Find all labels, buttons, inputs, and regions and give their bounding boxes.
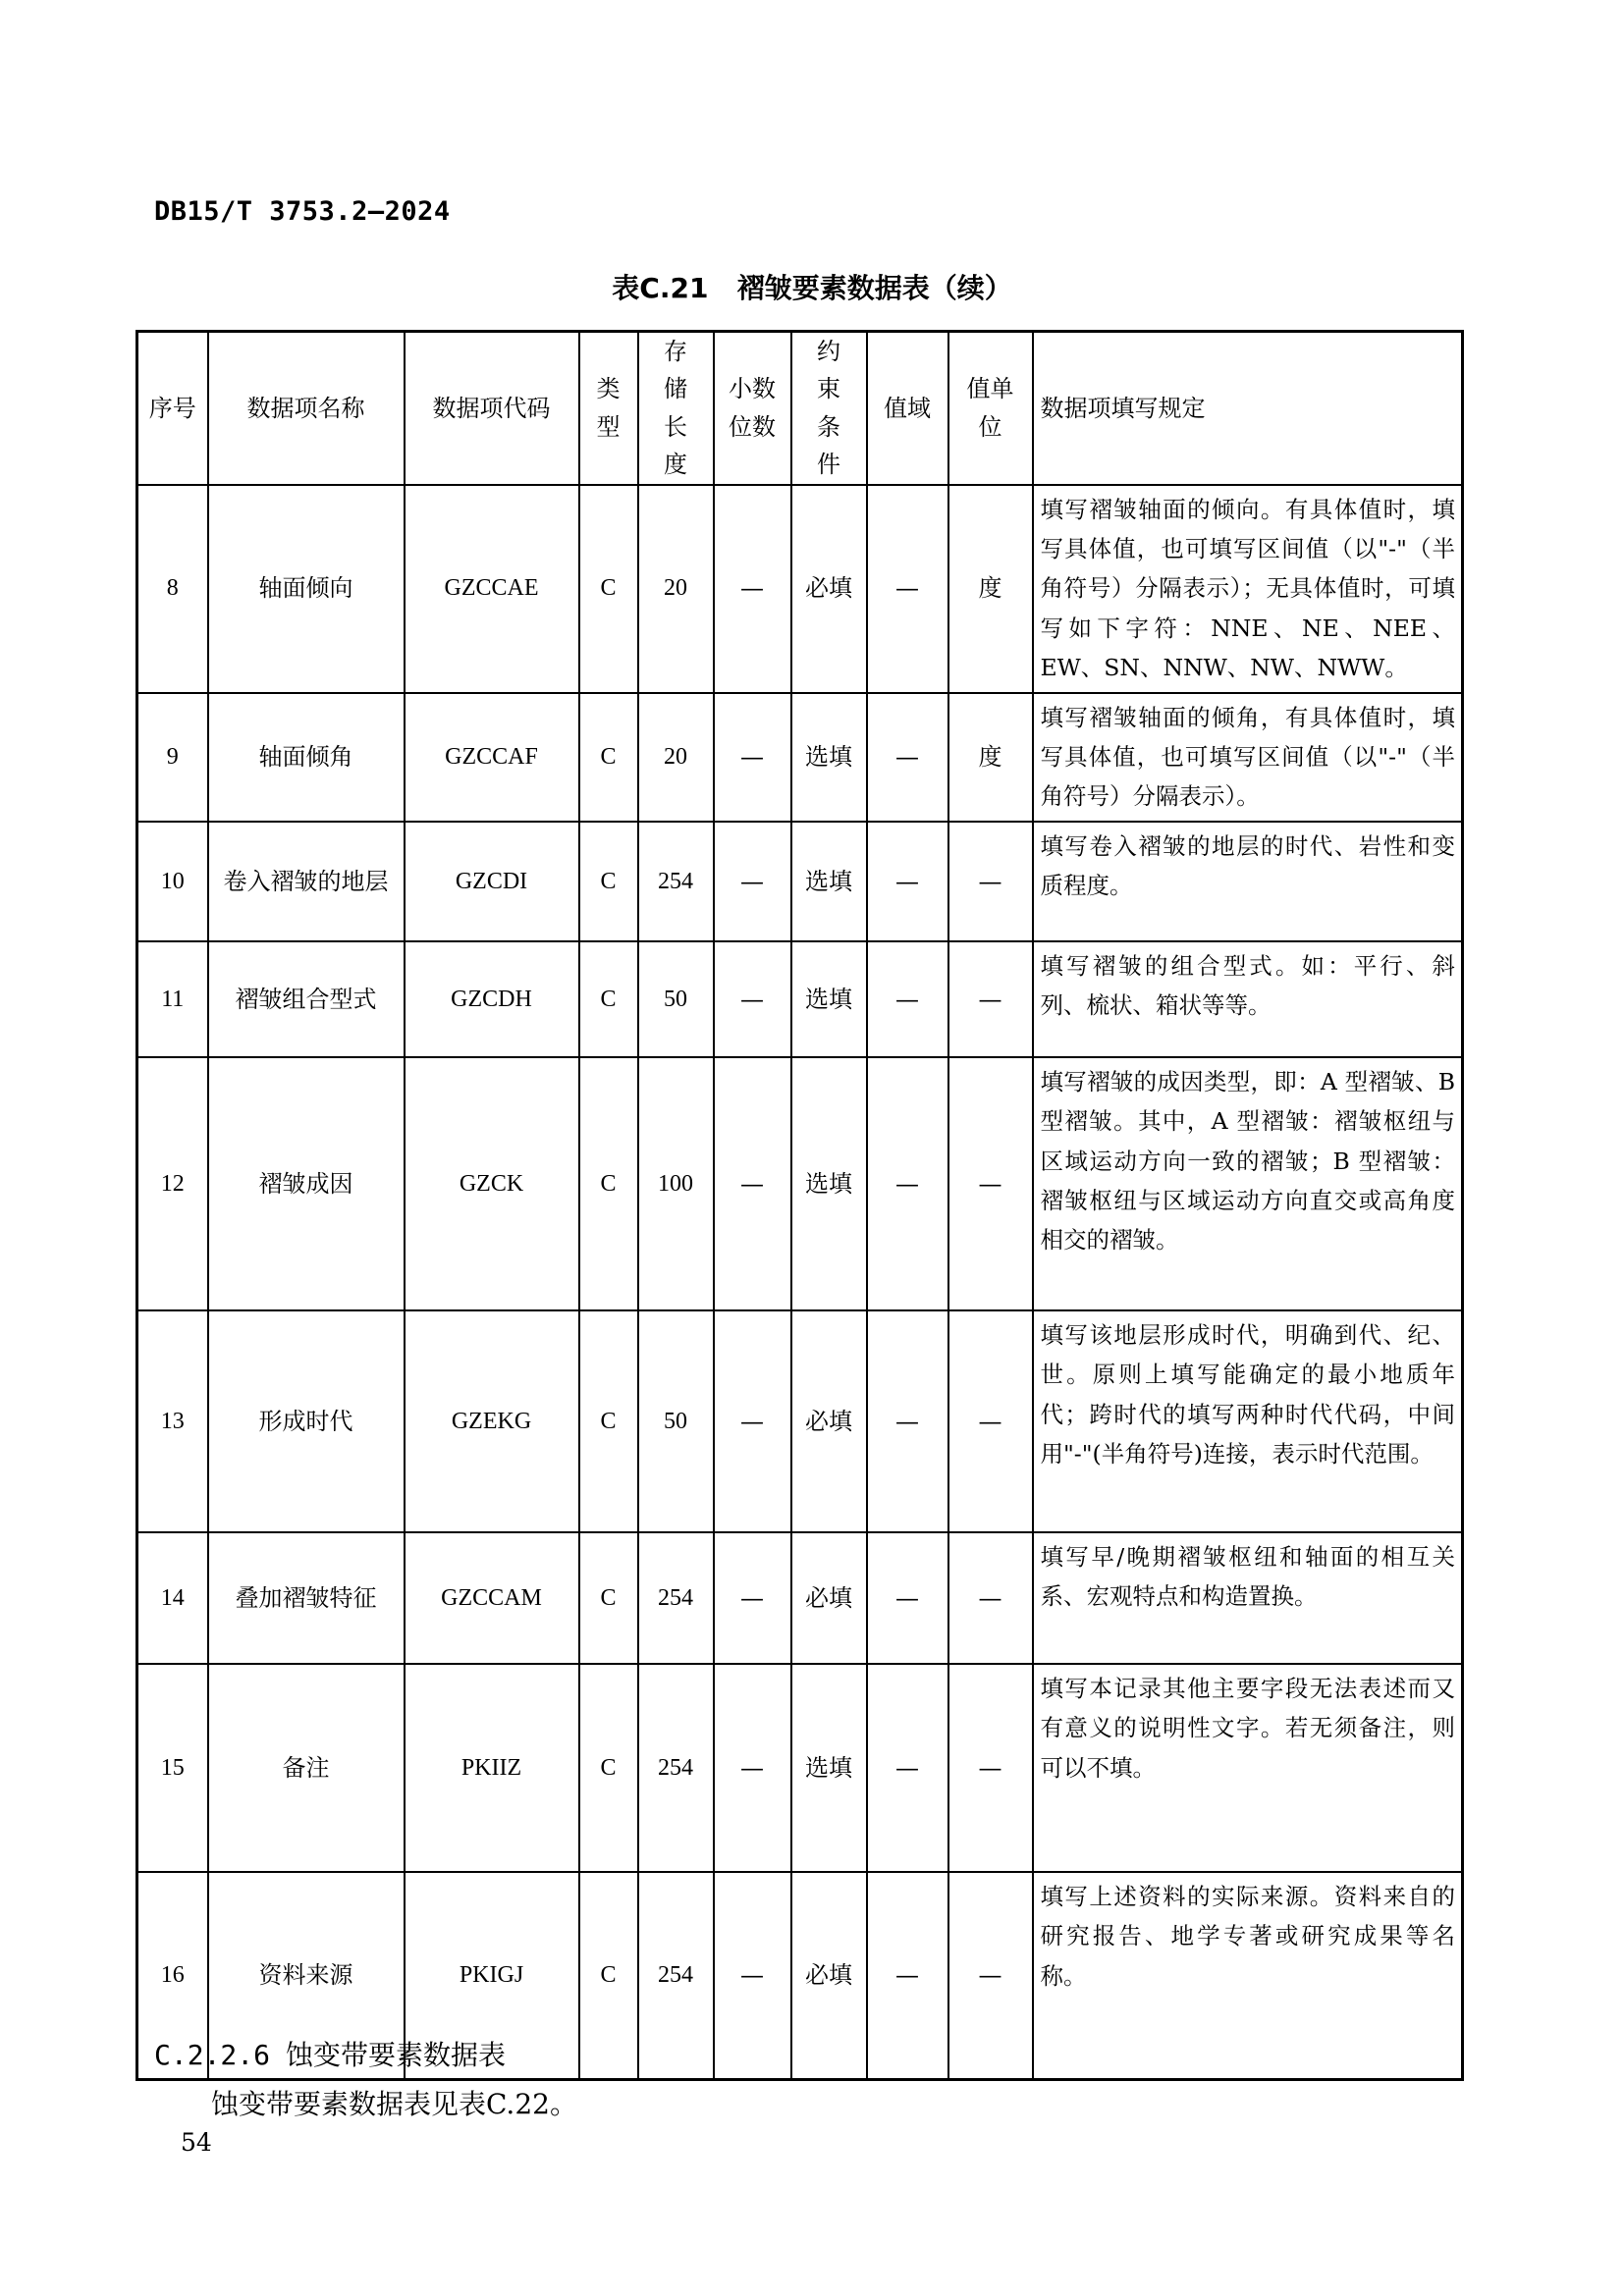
row-name: 叠加褶皱特征 (208, 1532, 405, 1664)
row-decimals: — (714, 693, 791, 822)
row-constraint: 必填 (791, 1872, 867, 2080)
table-row (137, 941, 1463, 1057)
header-constraint: 约束条件 (791, 332, 867, 485)
row-name: 褶皱组合型式 (208, 941, 405, 1057)
row-length: 20 (638, 693, 714, 822)
row-rule: 填写褶皱的组合型式。如：平行、斜列、梳状、箱状等等。 (1033, 941, 1463, 1057)
row-rule: 填写本记录其他主要字段无法表述而又有意义的说明性文字。若无须备注，则可以不填。 (1033, 1664, 1463, 1872)
row-seq: 14 (137, 1532, 208, 1664)
row-unit: — (948, 1664, 1033, 1872)
row-seq: 9 (137, 693, 208, 822)
row-unit: 度 (948, 693, 1033, 822)
row-name: 轴面倾角 (208, 693, 405, 822)
row-domain: — (867, 1310, 948, 1532)
row-seq: 13 (137, 1310, 208, 1532)
section-heading (154, 2034, 506, 2073)
table-row (137, 1664, 1463, 1872)
row-type: C (579, 485, 638, 693)
row-rule: 填写早/晚期褶皱枢纽和轴面的相互关系、宏观特点和构造置换。 (1033, 1532, 1463, 1664)
row-name: 备注 (208, 1664, 405, 1872)
table-title-label: 表C.21 (612, 272, 709, 304)
row-constraint: 选填 (791, 941, 867, 1057)
row-type: C (579, 1664, 638, 1872)
row-code: PKIGJ (405, 1872, 579, 2080)
row-type: C (579, 1057, 638, 1310)
row-unit: — (948, 1872, 1033, 2080)
row-name: 卷入褶皱的地层 (208, 822, 405, 941)
table-row (137, 693, 1463, 822)
header-unit: 值单位 (948, 332, 1033, 485)
row-type: C (579, 1532, 638, 1664)
row-type: C (579, 822, 638, 941)
row-seq: 16 (137, 1872, 208, 2080)
row-constraint: 必填 (791, 1532, 867, 1664)
row-constraint: 选填 (791, 1057, 867, 1310)
row-type: C (579, 1872, 638, 2080)
row-domain: — (867, 822, 948, 941)
row-unit: — (948, 1057, 1033, 1310)
row-seq: 12 (137, 1057, 208, 1310)
section-number: C.2.2.6 (154, 2039, 271, 2071)
row-length: 254 (638, 822, 714, 941)
row-rule: 填写褶皱轴面的倾角，有具体值时，填写具体值，也可填写区间值（以"-"（半角符号）分隔表示）。 (1033, 693, 1463, 822)
row-unit: 度 (948, 485, 1033, 693)
header-length: 存储长度 (638, 332, 714, 485)
row-name: 资料来源 (208, 1872, 405, 2080)
row-rule: 填写该地层形成时代，明确到代、纪、世。原则上填写能确定的最小地质年代；跨时代的填写两种时代代码，中间用"-"(半角符号)连接，表示时代范围。 (1033, 1310, 1463, 1532)
table-title (0, 267, 1624, 306)
row-constraint: 必填 (791, 1310, 867, 1532)
page-number: 54 (181, 2128, 212, 2157)
table-title-text: 褶皱要素数据表（续） (736, 272, 1012, 304)
row-domain: — (867, 1664, 948, 1872)
row-code: GZCCAE (405, 485, 579, 693)
row-constraint: 必填 (791, 485, 867, 693)
row-decimals: — (714, 1532, 791, 1664)
row-decimals: — (714, 941, 791, 1057)
row-name: 褶皱成因 (208, 1057, 405, 1310)
row-domain: — (867, 485, 948, 693)
row-rule: 填写上述资料的实际来源。资料来自的研究报告、地学专著或研究成果等名称。 (1033, 1872, 1463, 2080)
row-decimals: — (714, 1310, 791, 1532)
document-id: DB15/T 3753.2—2024 (154, 196, 451, 227)
section-text: 蚀变带要素数据表见表C.22。 (211, 2088, 577, 2120)
row-decimals: — (714, 1872, 791, 2080)
table-row (137, 1310, 1463, 1532)
section-title: 蚀变带要素数据表 (286, 2039, 507, 2071)
row-seq: 10 (137, 822, 208, 941)
row-unit: — (948, 941, 1033, 1057)
row-length: 254 (638, 1532, 714, 1664)
row-seq: 15 (137, 1664, 208, 1872)
table-row (137, 822, 1463, 941)
row-name: 轴面倾向 (208, 485, 405, 693)
table-row (137, 1057, 1463, 1310)
row-code: GZCK (405, 1057, 579, 1310)
row-decimals: — (714, 1057, 791, 1310)
row-rule: 填写褶皱轴面的倾向。有具体值时，填写具体值，也可填写区间值（以"-"（半角符号）分隔表示）；无具体值时，可填写如下字符：NNE、NE、NEE、EW、SN、NNW、NW、NWW。 (1033, 485, 1463, 693)
header-domain: 值域 (867, 332, 948, 485)
header-code: 数据项代码 (405, 332, 579, 485)
row-name: 形成时代 (208, 1310, 405, 1532)
row-code: PKIIZ (405, 1664, 579, 1872)
row-length: 50 (638, 1310, 714, 1532)
row-constraint: 选填 (791, 822, 867, 941)
row-code: GZCCAF (405, 693, 579, 822)
row-rule: 填写卷入褶皱的地层的时代、岩性和变质程度。 (1033, 822, 1463, 941)
row-code: GZEKG (405, 1310, 579, 1532)
header-seq: 序号 (137, 332, 208, 485)
row-decimals: — (714, 1664, 791, 1872)
header-name: 数据项名称 (208, 332, 405, 485)
data-table (135, 330, 1464, 2081)
row-domain: — (867, 1872, 948, 2080)
row-constraint: 选填 (791, 693, 867, 822)
table-row (137, 1532, 1463, 1664)
row-decimals: — (714, 485, 791, 693)
row-type: C (579, 941, 638, 1057)
row-length: 20 (638, 485, 714, 693)
header-rule: 数据项填写规定 (1033, 332, 1463, 485)
row-domain: — (867, 1532, 948, 1664)
row-length: 254 (638, 1872, 714, 2080)
row-type: C (579, 693, 638, 822)
row-code: GZCDI (405, 822, 579, 941)
row-constraint: 选填 (791, 1664, 867, 1872)
row-type: C (579, 1310, 638, 1532)
row-domain: — (867, 941, 948, 1057)
row-decimals: — (714, 822, 791, 941)
row-length: 254 (638, 1664, 714, 1872)
row-code: GZCDH (405, 941, 579, 1057)
row-unit: — (948, 822, 1033, 941)
row-unit: — (948, 1532, 1033, 1664)
header-type: 类型 (579, 332, 638, 485)
row-length: 50 (638, 941, 714, 1057)
row-length: 100 (638, 1057, 714, 1310)
row-domain: — (867, 1057, 948, 1310)
row-seq: 11 (137, 941, 208, 1057)
table-header-row (137, 332, 1463, 485)
row-seq: 8 (137, 485, 208, 693)
row-rule: 填写褶皱的成因类型，即：A 型褶皱、B 型褶皱。其中，A 型褶皱：褶皱枢纽与区域运动方向一致的褶皱；B 型褶皱：褶皱枢纽与区域运动方向直交或高角度相交的褶皱。 (1033, 1057, 1463, 1310)
table-row (137, 485, 1463, 693)
row-domain: — (867, 693, 948, 822)
row-code: GZCCAM (405, 1532, 579, 1664)
row-unit: — (948, 1310, 1033, 1532)
header-decimals: 小数位数 (714, 332, 791, 485)
